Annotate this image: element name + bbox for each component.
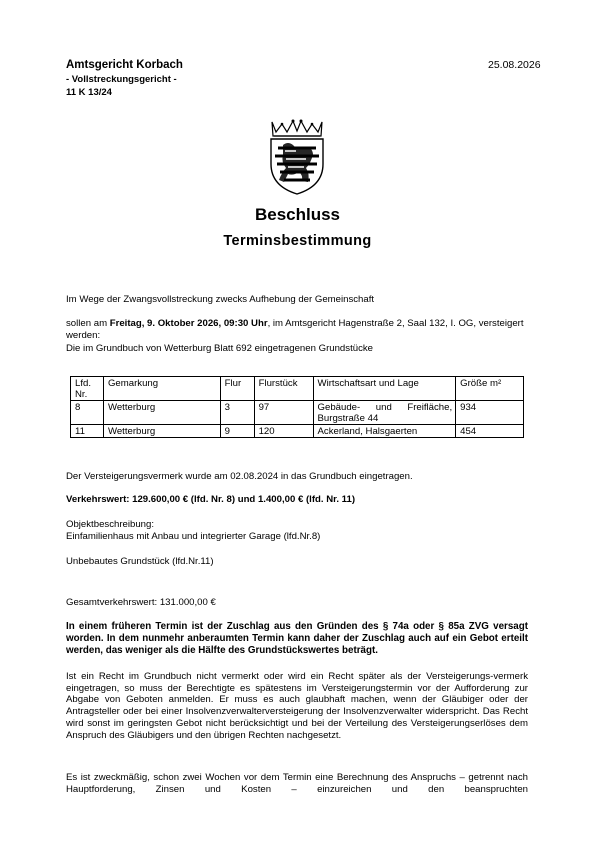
zuschlag-notice: In einem früheren Termin ist der Zuschlag aus den Gründen des § 74a oder § 85a ZVG versagt worden. In dem nunmehr anberaumten Termin kann daher der Zuschlag auch auf ein Gebot erteilt werden, das weniger als die Hälfte des Grundstückswertes beträgt.: [66, 621, 528, 657]
table-header-row: [71, 377, 524, 401]
advice-paragraph: Es ist zweckmäßig, schon zwei Wochen vor dem Termin eine Berechnung des Anspruchs – getrennt nach Hauptforderung, Zinsen und Kosten – einzureichen und den beanspruchten: [66, 772, 528, 795]
vermerk-text: Der Versteigerungsvermerk wurde am 02.08.2024 in das Grundbuch eingetragen.: [66, 471, 413, 482]
table-cell: 3: [220, 401, 254, 425]
table-cell: 11: [71, 425, 104, 438]
table-cell: 934: [456, 401, 524, 425]
page-subtitle: Terminsbestimmung: [223, 233, 372, 249]
intro-text: Im Wege der Zwangsvollstreckung zwecks Aufhebung der Gemeinschaft: [66, 294, 375, 305]
table-cell: 8: [71, 401, 104, 425]
property-table: [70, 376, 524, 438]
table-cell: Wetterburg: [103, 425, 220, 438]
auction-date-time: Freitag, 9. Oktober 2026, 09:30 Uhr: [109, 318, 268, 329]
case-number: 11 K 13/24: [66, 87, 112, 98]
objekt-description-2: Unbebautes Grundstück (lfd.Nr.11): [66, 556, 214, 567]
auction-suffix: , im Amtsgericht Hagenstraße 2, Saal 132, I. OG, versteigert werden:: [66, 318, 524, 341]
table-header: Flur: [220, 377, 254, 401]
verkehrswert-text: Verkehrswert: 129.600,00 € (lfd. Nr. 8) und 1.400,00 € (lfd. Nr. 11): [66, 494, 356, 505]
court-name: Amtsgericht Korbach: [66, 59, 183, 71]
document-date: 25.08.2026: [488, 59, 541, 71]
table-cell: 454: [456, 425, 524, 438]
table-cell: 97: [254, 401, 313, 425]
table-cell: Ackerland, Halsgaerten: [313, 425, 456, 438]
table-row: [71, 401, 524, 425]
table-header: Flurstück: [254, 377, 313, 401]
table-cell: Wetterburg: [103, 401, 220, 425]
hessen-coat-of-arms-icon: [266, 118, 328, 196]
objekt-label: Objektbeschreibung:: [66, 519, 154, 530]
gesamtverkehrswert-text: Gesamtverkehrswert: 131.000,00 €: [66, 597, 216, 608]
court-department: - Vollstreckungsgericht -: [66, 74, 177, 85]
table-header: Lfd. Nr.: [71, 377, 104, 401]
land-register-line: Die im Grundbuch von Wetterburg Blatt 692 eingetragenen Grundstücke: [66, 343, 373, 354]
page-title: Beschluss: [254, 205, 341, 224]
table-header: Gemarkung: [103, 377, 220, 401]
table-row: [71, 425, 524, 438]
table-header: Größe m²: [456, 377, 524, 401]
auction-prefix: sollen am: [66, 318, 110, 329]
objekt-description-1: Einfamilienhaus mit Anbau und integrierter Garage (lfd.Nr.8): [66, 531, 321, 542]
rights-paragraph: Ist ein Recht im Grundbuch nicht vermerkt oder wird ein Recht später als der Versteigerungs-vermerk eingetragen, so muss der Berechtigte es spätestens im Versteigerungstermin vor der Aufforderung zur Abgabe von Geboten anmelden. Er muss es auch glaubhaft machen, wenn der Gläubiger oder der Antragsteller oder bei einer Insolvenzverwalterversteigerung der Insolvenzverwalter widerspricht. Das Recht wird sonst im geringsten Gebot nicht berücksichtigt und bei der Verteilung des Versteigerungserlöses dem Anspruch des Gläubigers und den übrigen Rechten nachgesetzt.: [66, 671, 528, 741]
auction-text: [66, 318, 530, 341]
table-cell: 9: [220, 425, 254, 438]
table-cell: Gebäude- und Freifläche, Burgstraße 44: [313, 401, 456, 425]
table-header: Wirtschaftsart und Lage: [313, 377, 456, 401]
table-cell: 120: [254, 425, 313, 438]
